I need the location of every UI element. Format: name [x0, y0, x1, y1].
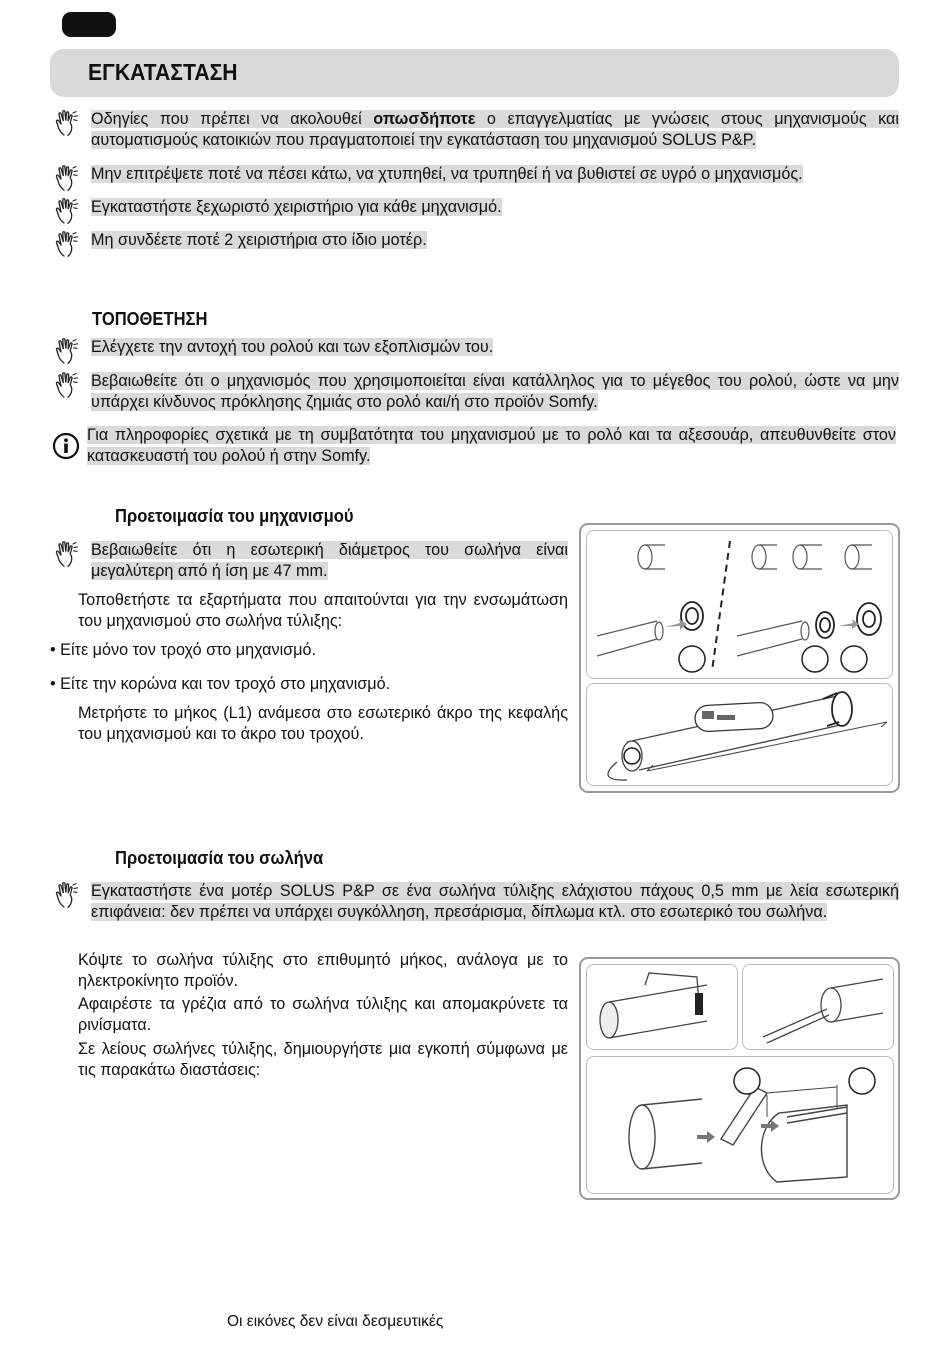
note-tube-diameter	[55, 540, 568, 582]
hand-warning-icon	[55, 197, 81, 225]
note-text: Μην επιτρέψετε ποτέ να πέσει κάτω, να χτυπηθεί, να τρυπηθεί ή να βυθιστεί σε υγρό ο μηχανισμός.	[91, 165, 803, 183]
accessory-fitting-drawing	[587, 531, 892, 678]
motor-length-l1-illustration	[586, 683, 893, 786]
motor-prep-para-2: Μετρήστε το μήκος (L1) ανάμεσα στο εσωτερικό άκρο της κεφαλής του μηχανισμού και το άκρο του τροχού.	[78, 704, 568, 743]
motor-prep-figure	[579, 523, 900, 793]
note-separate-control	[55, 197, 899, 225]
footer-disclaimer: Οι εικόνες δεν είναι δεσμευτικές	[227, 1313, 444, 1330]
note-text: Βεβαιωθείτε ότι η εσωτερική διάμετρος του σωλήνα είναι μεγαλύτερη από ή ίση με 47 mm.	[91, 541, 568, 580]
info-icon	[52, 432, 80, 460]
hand-warning-icon	[55, 540, 81, 568]
note-text: Βεβαιωθείτε ότι ο μηχανισμός που χρησιμοποιείται είναι κατάλληλος για το μέγεθος του ρολού, ώστε να μην υπάρχει κίνδυνος πρόκλησης ζημιάς στο ρολό και/ή στο προϊόν Somfy.	[91, 372, 899, 411]
hand-warning-icon	[55, 230, 81, 258]
bullet-crown-and-wheel: • Είτε την κορώνα και τον τροχό στο μηχανισμό.	[50, 675, 391, 693]
notch-tool-drawing	[587, 1057, 893, 1193]
tube-prep-heading: Προετοιμασία του σωλήνα	[115, 848, 324, 868]
note-text: Εγκαταστήστε ένα μοτέρ SOLUS P&P σε ένα σωλήνα τύλιξης ελάχιστου πάχους 0,5 mm με λεία εσωτερική επιφάνεια: δεν πρέπει να υπάρχει συγκόλληση, πρεσάρισμα, δίπλωμα κτλ. στο εσωτερικό του σωλήνα.	[91, 882, 899, 921]
note-text-pre: Οδηγίες που πρέπει να ακολουθεί	[91, 110, 374, 128]
tube-notch-illustration	[586, 1056, 894, 1194]
tube-prep-figure	[579, 957, 900, 1200]
section-title-bar	[50, 49, 899, 97]
tube-prep-para-2: Αφαιρέστε τα γρέζια από το σωλήνα τύλιξης και απομακρύνετε τα ρινίσματα.	[78, 995, 568, 1034]
tube-deburring-illustration	[742, 964, 894, 1050]
note-text-bold: οπωσδήποτε	[373, 110, 476, 128]
tube-prep-para-3: Σε λείους σωλήνες τύλιξης, δημιουργήστε μια εγκοπή σύμφωνα με τις παρακάτω διαστάσεις:	[78, 1040, 568, 1079]
language-tab	[62, 12, 116, 37]
tube-cutting-illustration	[586, 964, 738, 1050]
hand-warning-icon	[55, 881, 81, 909]
page-title: ΕΓΚΑΤΑΣΤΑΣΗ	[88, 59, 238, 85]
note-text: Ελέγχετε την αντοχή του ρολού και των εξοπλισμών του.	[91, 338, 494, 356]
info-compatibility	[52, 425, 896, 467]
mounting-heading: ΤΟΠΟΘΕΤΗΣΗ	[92, 309, 208, 329]
motor-accessories-illustration	[586, 530, 893, 679]
note-do-not-drop	[55, 164, 899, 192]
note-no-two-controls	[55, 230, 899, 258]
hand-warning-icon	[55, 371, 81, 399]
note-tube-thickness	[55, 881, 899, 923]
hand-warning-icon	[55, 109, 81, 137]
note-text-post: ο επαγγελματίας με γνώσεις στους μηχανισμούς και αυτοματισμούς κατοικιών που πραγματοποιεί την εγκατάσταση του μηχανισμού SOLUS P&P.	[91, 110, 900, 149]
saw-cutting-drawing	[587, 965, 737, 1049]
motor-prep-heading: Προετοιμασία του μηχανισμού	[115, 506, 354, 526]
tube-prep-para-1: Κόψτε το σωλήνα τύλιξης στο επιθυμητό μήκος, ανάλογα με το ηλεκτροκίνητο προϊόν.	[78, 951, 568, 990]
note-text: Εγκαταστήστε ξεχωριστό χειριστήριο για κάθε μηχανισμό.	[91, 198, 502, 216]
note-professional-install	[55, 109, 899, 151]
file-deburring-drawing	[743, 965, 893, 1049]
note-motor-suitable	[55, 371, 899, 413]
hand-warning-icon	[55, 337, 81, 365]
hand-warning-icon	[55, 164, 81, 192]
motor-length-drawing	[587, 684, 892, 785]
info-text: Για πληροφορίες σχετικά με τη συμβατότητα του μηχανισμού με το ρολό και τα αξεσουάρ, απευθυνθείτε στον κατασκευαστή του ρολού ή στην Somfy.	[87, 426, 896, 465]
bullet-wheel-only: • Είτε μόνο τον τροχό στο μηχανισμό.	[50, 641, 316, 659]
note-check-strength	[55, 337, 899, 365]
note-text: Μη συνδέετε ποτέ 2 χειριστήρια στο ίδιο μοτέρ.	[91, 231, 427, 249]
motor-prep-para-1: Τοποθετήστε τα εξαρτήματα που απαιτούνται για την ενσωμάτωση του μηχανισμού στο σωλήνα τύλιξης:	[78, 591, 568, 630]
